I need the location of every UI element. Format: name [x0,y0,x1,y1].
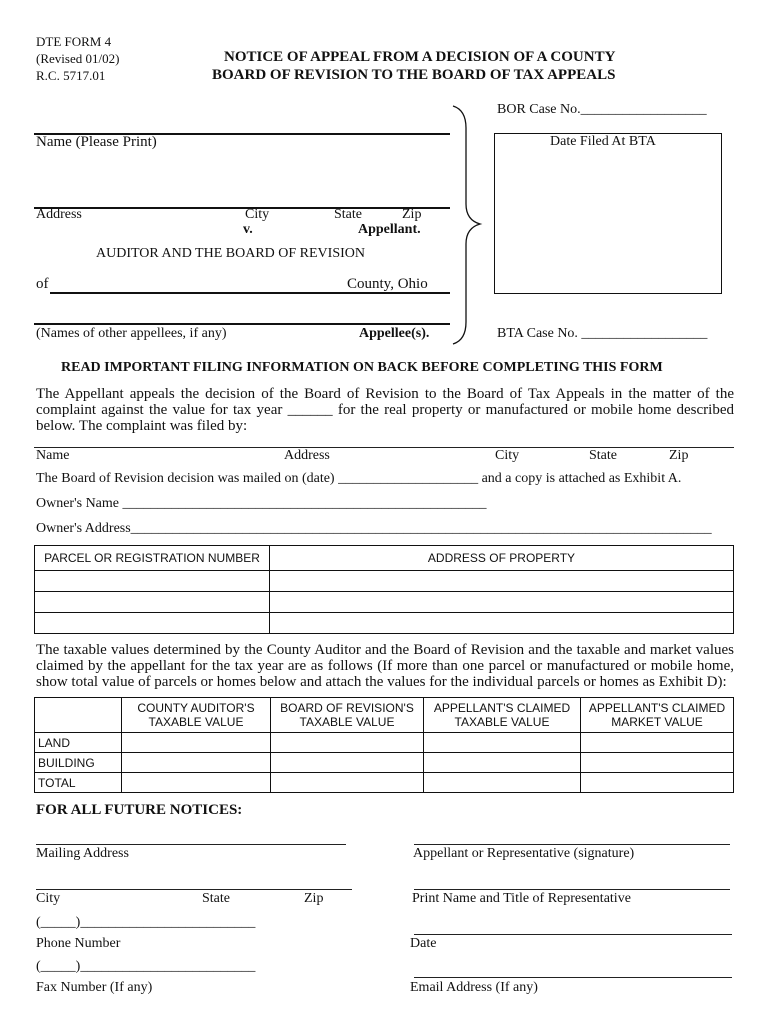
print-name-line[interactable] [414,889,730,890]
notices-city-label: City [36,891,61,906]
value-cell[interactable] [581,753,734,773]
mailed-date-field[interactable]: The Board of Revision decision was mailed on (date) ____________________ and a copy is attached as Exhibit A. [36,471,682,486]
important-notice: READ IMPORTANT FILING INFORMATION ON BACK BEFORE COMPLETING THIS FORM [61,360,663,375]
owner-address-field[interactable]: Owner's Address___________________________________________________________________________________ [36,521,712,536]
mailing-address-line[interactable] [36,844,346,845]
email-line[interactable] [414,977,732,978]
fax-label: Fax Number (If any) [36,980,153,995]
revised-date: (Revised 01/02) [36,51,120,66]
date-line[interactable] [414,934,732,935]
date-label: Date [410,936,437,951]
value-cell[interactable] [424,773,581,793]
intro-line3: below. The complaint was filed by: [36,418,248,434]
versus-label: v. [243,222,253,237]
address-line[interactable] [34,207,450,209]
parcel-cell[interactable] [35,592,270,613]
claimed-taxable-header: APPELLANT'S CLAIMED TAXABLE VALUE [424,698,581,733]
value-cell[interactable] [122,753,271,773]
intro-line2: complaint against the value for tax year ______ for the real property or manufactured or mobile home described [36,402,734,418]
filer-address-label: Address [284,448,330,463]
rc-reference: R.C. 5717.01 [36,68,106,83]
values-intro-line2: claimed by the appellant for the tax year are as follows (If more than one parcel or manufactured or mobile home, [36,658,734,674]
address-label: Address [36,207,82,222]
date-filed-box [494,133,722,294]
city-state-zip-line[interactable] [36,889,352,890]
filer-name-label: Name [36,448,70,463]
property-address-header: ADDRESS OF PROPERTY [270,546,734,571]
other-appellees-label: (Names of other appellees, if any) [36,326,227,341]
appellees-label: Appellee(s). [359,326,430,341]
auditor-value-header: COUNTY AUDITOR'S TAXABLE VALUE [122,698,271,733]
future-notices-title: FOR ALL FUTURE NOTICES: [36,802,243,818]
value-cell[interactable] [424,753,581,773]
notices-zip-label: Zip [304,891,324,906]
signature-line[interactable] [414,844,730,845]
claimed-market-header: APPELLANT'S CLAIMED MARKET VALUE [581,698,734,733]
bor-value-header: BOARD OF REVISION'S TAXABLE VALUE [271,698,424,733]
values-intro-line3: show total value of parcels or homes below and attach the values for the individual parcels or homes as Exhibit D): [36,674,727,690]
phone-field[interactable]: (_____)_________________________ [36,915,256,930]
parcel-cell[interactable] [35,613,270,634]
mailing-address-label: Mailing Address [36,846,129,861]
bta-case-number[interactable]: BTA Case No. __________________ [497,326,708,341]
parcel-number-header: PARCEL OR REGISTRATION NUMBER [35,546,270,571]
building-row-label: BUILDING [35,753,122,773]
email-label: Email Address (If any) [410,980,538,995]
values-table [34,697,734,793]
signature-label: Appellant or Representative (signature) [413,846,635,861]
date-filed-label: Date Filed At BTA [550,134,656,149]
total-row-label: TOTAL [35,773,122,793]
of-label: of [36,276,49,292]
intro-line1: The Appellant appeals the decision of the Board of Revision to the Board of Tax Appeals in the matter of the [36,386,734,402]
values-corner-cell [35,698,122,733]
owner-name-field[interactable]: Owner's Name ____________________________________________________ [36,496,487,511]
value-cell[interactable] [424,733,581,753]
phone-label: Phone Number [36,936,121,951]
address-cell[interactable] [270,613,734,634]
land-row-label: LAND [35,733,122,753]
address-cell[interactable] [270,592,734,613]
value-cell[interactable] [122,733,271,753]
brace-icon [448,104,488,346]
bor-case-number[interactable]: BOR Case No.__________________ [497,102,707,117]
value-cell[interactable] [122,773,271,793]
fax-field[interactable]: (_____)_________________________ [36,959,256,974]
value-cell[interactable] [271,773,424,793]
notices-state-label: State [202,891,230,906]
values-intro-line1: The taxable values determined by the County Auditor and the Board of Revision and the taxable and market values [36,642,734,658]
value-cell[interactable] [271,753,424,773]
zip-label: Zip [402,207,422,222]
parcel-table [34,545,734,634]
appellant-label: Appellant. [358,222,421,237]
auditor-label: AUDITOR AND THE BOARD OF REVISION [96,246,365,261]
address-cell[interactable] [270,571,734,592]
county-label: County, Ohio [347,276,428,292]
other-appellees-line[interactable] [34,323,450,325]
name-label: Name (Please Print) [36,134,157,150]
value-cell[interactable] [581,733,734,753]
form-title-line1: NOTICE OF APPEAL FROM A DECISION OF A COUNTY [224,49,616,65]
filer-line[interactable] [34,447,734,448]
filer-zip-label: Zip [669,448,689,463]
city-label: City [245,207,270,222]
print-name-label: Print Name and Title of Representative [412,891,631,906]
filer-city-label: City [495,448,520,463]
form-title-line2: BOARD OF REVISION TO THE BOARD OF TAX APPEALS [212,67,616,83]
form-id: DTE FORM 4 [36,34,112,49]
state-label: State [334,207,362,222]
parcel-cell[interactable] [35,571,270,592]
filer-state-label: State [589,448,617,463]
value-cell[interactable] [581,773,734,793]
value-cell[interactable] [271,733,424,753]
